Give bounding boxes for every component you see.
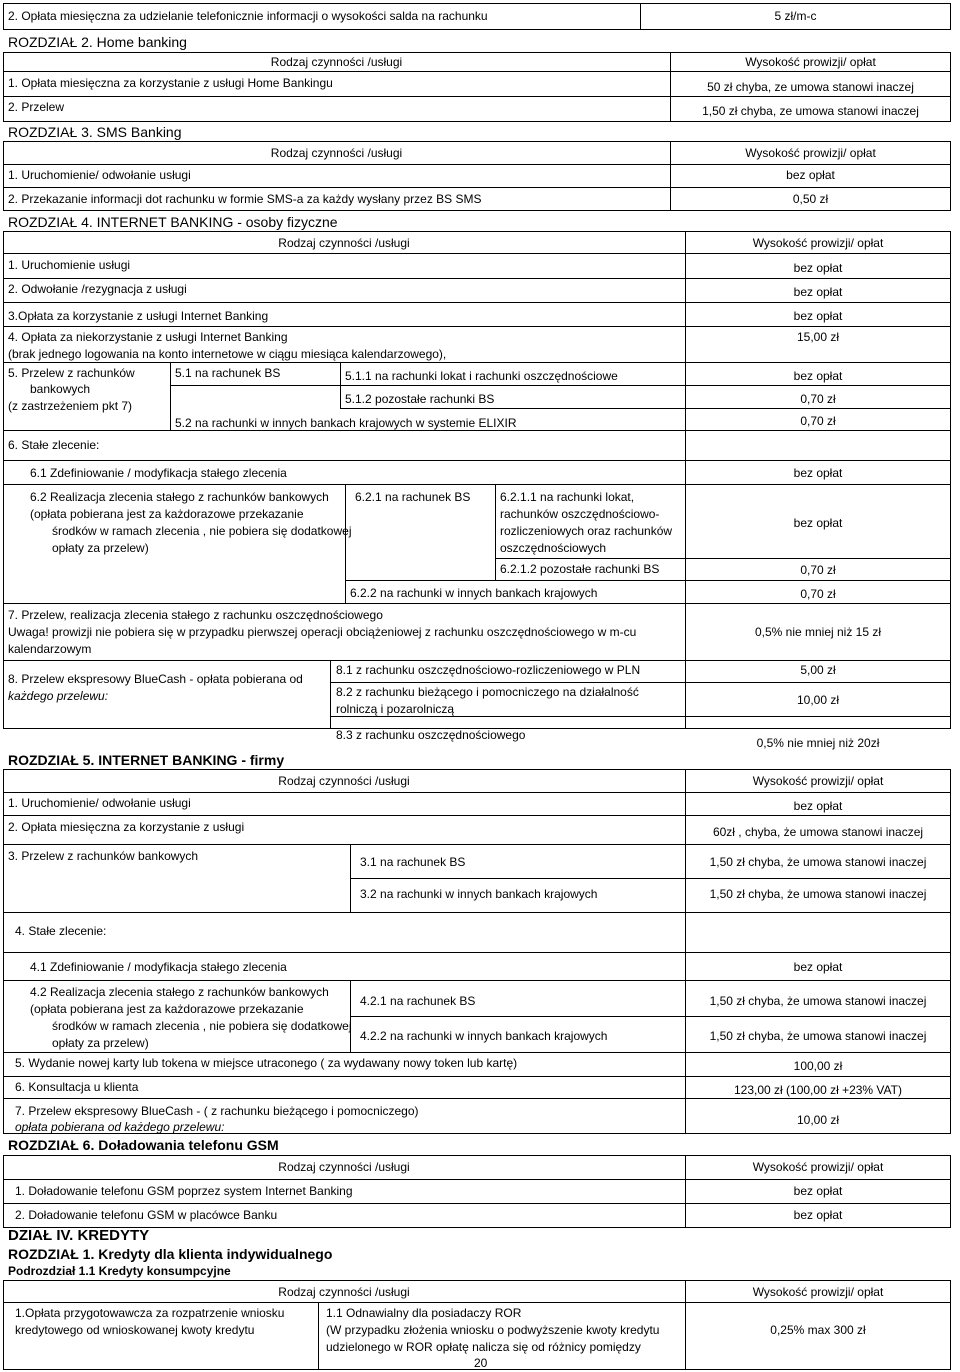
row-text: 2. Opłata miesięczna za udzielanie telefonicznie informacji o wysokości salda na rachunku [8,9,488,23]
ch4-line [330,682,951,683]
row-text: 3.1 na rachunek BS [360,855,466,869]
row-text: 5. Przelew z rachunków [8,366,135,380]
row-text: 7. Przelew, realizacja zlecenia stałego z rachunku oszczędnościowego [8,608,383,622]
row-text: każdego przelewu: [8,689,109,703]
row-text: 6.2.1 na rachunek BS [355,490,471,504]
col-header-service: Rodzaj czynności /usługi [278,774,410,788]
row-text: rachunków oszczędnościowo- [500,507,660,521]
ch4-divider [495,484,496,580]
col-header-service: Rodzaj czynności /usługi [278,1285,410,1299]
row-text: 8.1 z rachunku oszczędnościowo-rozliczeniowego w PLN [336,663,641,677]
credit-divider [318,1302,319,1370]
row-text: opłaty za przelew) [52,1036,149,1050]
ch5-line [3,980,951,981]
credit-line [3,1302,951,1303]
ch4-divider [330,660,331,729]
row-fee: 1,50 zł chyba, że umowa stanowi inaczej [709,887,927,901]
row-text: 2. Opłata miesięczna za korzystanie z usługi [8,820,245,834]
col-header-service: Rodzaj czynności /usługi [270,55,403,69]
row-text: 3.2 na rachunki w innych bankach krajowych [360,887,598,901]
row-text: 5.1.2 pozostałe rachunki BS [345,392,495,406]
row-text: 5.1 na rachunek BS [175,366,281,380]
col-header-fee: Wysokość prowizji/ opłat [745,146,876,160]
row-text: oszczędnościowych [500,541,607,555]
row-fee: 123,00 zł (100,00 zł +23% VAT) [734,1083,902,1097]
row-fee: 15,00 zł [796,330,840,344]
row-text: 2. Przekazanie informacji dot rachunku w formie SMS-a za każdy wysłany przez BS SMS [8,192,482,206]
col-header-fee: Wysokość prowizji/ opłat [752,774,884,788]
ch5-line [350,1016,951,1017]
ch4-line [3,253,951,254]
row-text: 6. Konsultacja u klienta [15,1080,139,1094]
row-text: 6.1 Zdefiniowanie / modyfikacja stałego zlecenia [30,466,287,480]
row-fee: bez opłat [786,168,835,182]
row-text: Uwaga! prowizji nie pobiera się w przypadku pierwszej operacji obciążeniowej z rachunku oszczędnościowego w m-cu [8,625,637,639]
ch5-line [3,912,951,913]
ch5-divider [350,844,351,912]
row-text: 6. Stałe zlecenie: [8,438,100,452]
ch4-line [3,326,951,327]
row-fee: bez opłat [793,1184,843,1198]
col-header-fee: Wysokość prowizji/ opłat [752,236,884,250]
row-text: opłata pobierana od każdego przelewu: [15,1120,225,1134]
row-fee: 60zł , chyba, że umowa stanowi inaczej [712,825,924,839]
col-header-service: Rodzaj czynności /usługi [270,146,403,160]
row-text: 6.2.1.2 pozostałe rachunki BS [500,562,660,576]
ch4-line [3,460,951,461]
row-fee: 5,00 zł [800,663,836,677]
row-text: 4.2.1 na rachunek BS [360,994,476,1008]
row-text: 1. Doładowanie telefonu GSM poprzez system Internet Banking [15,1184,353,1198]
ch4-line [3,660,951,661]
row-text: 6.2.1.1 na rachunki lokat, [500,490,635,504]
row-text: kalendarzowym [8,642,92,656]
row-text: rozliczeniowych oraz rachunków [500,524,673,538]
row-fee: bez opłat [793,466,843,480]
row-text: kredytowego od wnioskowanej kwoty kredytu [15,1323,255,1337]
ch5-line [3,792,951,793]
ch4-line [340,408,951,409]
row-text: 7. Przelew ekspresowy BlueCash - ( z rachunku bieżącego i pomocniczego) [15,1104,419,1118]
row-fee: 0,50 zł [792,192,829,206]
chapter-title: ROZDZIAŁ 4. INTERNET BANKING - osoby fizyczne [8,214,338,230]
chapter-title: ROZDZIAŁ 6. Doładowania telefonu GSM [8,1137,279,1153]
row-text: 1. Uruchomienie/ odwołanie usługi [8,796,191,810]
row-text: 4. Stałe zlecenie: [15,924,107,938]
row-fee: bez opłat [793,960,843,974]
row-text: środków w ramach zlecenia , nie pobiera się dodatkowej [52,1019,352,1033]
row-fee: 0,70 zł [800,563,836,577]
row-text: (brak jednego logowania na konto internetowe w ciągu miesiąca kalendarzowego), [8,347,447,361]
col-header-service: Rodzaj czynności /usługi [278,236,410,250]
col-header-service: Rodzaj czynności /usługi [278,1160,410,1174]
row-text: 6.2 Realizacja zlecenia stałego z rachunków bankowych [30,490,329,504]
ch4-line [3,278,951,279]
ch6-line [3,1179,951,1180]
row-text: (opłata pobierana jest za każdorazowe przekazanie [30,1002,304,1016]
ch5-line [3,1052,951,1053]
row-fee: bez opłat [793,799,843,813]
chapter-title: ROZDZIAŁ 1. Kredyty dla klienta indywidualnego [8,1246,333,1262]
row-text: 1.1 Odnawialny dla posiadaczy ROR [326,1306,522,1320]
row-text: 1. Opłata miesięczna za korzystanie z usługi Home Bankingu [8,76,333,90]
ch5-line [3,844,951,845]
row-fee: bez opłat [793,261,843,275]
row-fee: 10,00 zł [796,693,840,707]
ch5-divider [685,769,686,1134]
section-title: DZIAŁ IV. KREDYTY [8,1227,150,1244]
ch4-line [3,603,951,604]
row-text: 5.2 na rachunki w innych bankach krajowych w systemie ELIXIR [175,416,517,430]
ch4-line [495,558,951,559]
ch6-line [3,1203,951,1204]
row-fee: bez opłat [793,1208,843,1222]
ch2-line [3,71,951,72]
row-text: 4.1 Zdefiniowanie / modyfikacja stałego zlecenia [30,960,287,974]
row-text: 3.Opłata za korzystanie z usługi Internet Banking [8,309,269,323]
col-header-fee: Wysokość prowizji/ opłat [752,1285,884,1299]
row-text: 4. Opłata za niekorzystanie z usługi Internet Banking [8,330,288,344]
row-fee: bez opłat [793,285,843,299]
ch2-line [3,96,951,97]
row-fee: 0,70 zł [800,392,836,406]
row-fee: 1,50 zł chyba, że umowa stanowi inaczej [709,1029,927,1043]
row-text: (opłata pobierana jest za każdorazowe przekazanie [30,507,304,521]
row-fee: 10,00 zł [796,1113,840,1127]
ch3-line [3,164,951,165]
row-fee: 5 zł/m-c [774,9,817,23]
row-fee: 1,50 zł chyba, ze umowa stanowi inaczej [702,104,919,118]
row-fee: 0,25% max 300 zł [770,1323,866,1337]
row-fee: 0,70 zł [800,414,836,428]
row-text: opłaty za przelew) [52,541,149,555]
row-text: 5. Wydanie nowej karty lub tokena w miejsce utraconego ( za wydawany nowy token lub kartę) [15,1056,518,1070]
chapter-title: ROZDZIAŁ 3. SMS Banking [8,124,182,140]
row-text: 2. Doładowanie telefonu GSM w placówce Banku [15,1208,278,1222]
row-text: 1. Uruchomienie usługi [8,258,131,272]
ch4-divider [345,484,346,603]
ch4-line [3,484,951,485]
row-fee: 0,70 zł [800,587,836,601]
col-header-fee: Wysokość prowizji/ opłat [752,1160,884,1174]
page-number: 20 [474,1356,488,1370]
ch4-line [345,580,951,581]
chapter-title: ROZDZIAŁ 2. Home banking [8,34,187,50]
ch3-line [3,187,951,188]
row-text: 4.2 Realizacja zlecenia stałego z rachunków bankowych [30,985,329,999]
ch4-divider [170,362,171,430]
row-text: 8. Przelew ekspresowy BlueCash - opłata pobierana od [8,672,303,686]
ch5-line [350,878,951,879]
row-fee: 100,00 zł [793,1059,843,1073]
row-text: 6.2.2 na rachunki w innych bankach krajowych [350,586,598,600]
row-text: 4.2.2 na rachunki w innych bankach krajowych [360,1029,608,1043]
row-text: (W przypadku złożenia wniosku o podwyższenie kwoty kredytu [326,1323,660,1337]
subchapter-title: Podrozdział 1.1 Kredyty konsumpcyjne [8,1264,231,1278]
ch5-line [3,1076,951,1077]
row-text: 8.2 z rachunku bieżącego i pomocniczego na działalność [336,685,639,699]
row-text: rolniczą i pozarolniczą [336,702,455,716]
row-fee: 1,50 zł chyba, że umowa stanowi inaczej [709,994,927,1008]
col-header-fee: Wysokość prowizji/ opłat [745,55,876,69]
ch5-divider [350,980,351,1052]
row-text: środków w ramach zlecenia , nie pobiera się dodatkowej [52,524,352,538]
row-text: bankowych [30,382,91,396]
ch4-divider [340,362,341,408]
ch5-line [3,952,951,953]
row-text: 1.Opłata przygotowawcza za rozpatrzenie wniosku [15,1306,285,1320]
row-fee: 50 zł chyba, ze umowa stanowi inaczej [707,80,914,94]
row-fee: 0,5% nie mniej niż 20zł [756,736,880,750]
chapter-title: ROZDZIAŁ 5. INTERNET BANKING - firmy [8,752,285,768]
ch4-line [170,385,951,386]
row-text: 5.1.1 na rachunki lokat i rachunki oszczędnościowe [345,369,618,383]
row-text: 8.3 z rachunku oszczędnościowego [336,728,526,742]
row-fee: bez opłat [793,309,843,323]
row-text: 2. Przelew [8,100,65,114]
row-text: (z zastrzeżeniem pkt 7) [8,399,133,413]
row-text: 1. Uruchomienie/ odwołanie usługi [8,168,191,182]
ch4-line [3,302,951,303]
row-fee: bez opłat [793,516,843,530]
row-fee: bez opłat [793,369,843,383]
row-fee: 0,5% nie mniej niż 15 zł [754,625,882,639]
row-text: 3. Przelew z rachunków bankowych [8,849,199,863]
row-text: udzielonego w ROR opłatę nalicza się od różnicy pomiędzy [326,1340,641,1354]
ch5-line [3,815,951,816]
row-text: 2. Odwołanie /rezygnacja z usługi [8,282,187,296]
row-fee: 1,50 zł chyba, że umowa stanowi inaczej [709,855,927,869]
